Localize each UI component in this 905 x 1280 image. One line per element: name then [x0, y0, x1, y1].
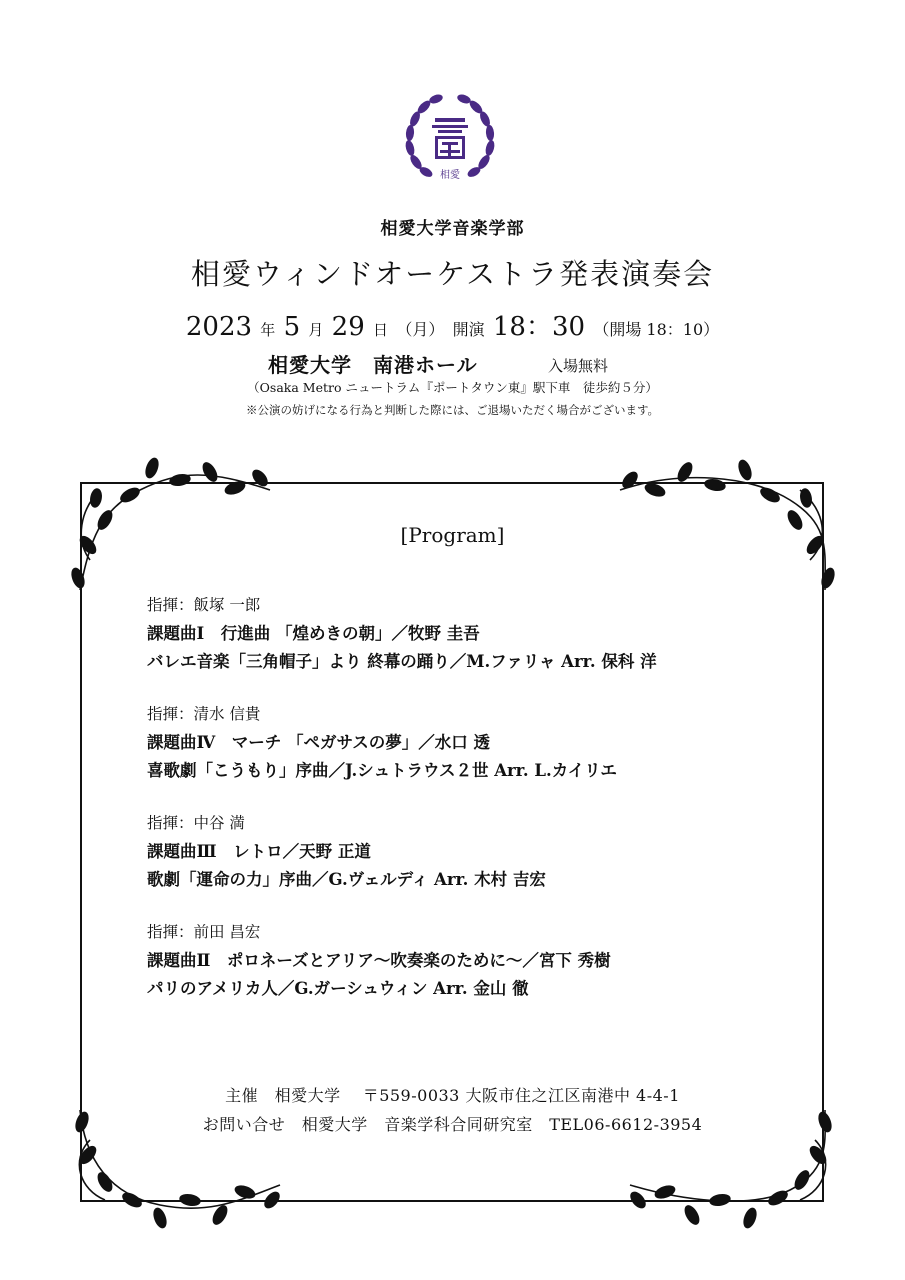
program-heading: [Program]	[400, 523, 505, 547]
notice: ※公演の妨げになる行為と判断した際には、ご退場いただく場合がございます。	[245, 403, 660, 417]
date-weekday: （月）	[396, 320, 445, 339]
piece-2-1: 課題曲Ⅳ マーチ 「ペガサスの夢」／水口 透	[147, 733, 491, 752]
piece-3-1: 課題曲Ⅲ レトロ／天野 正道	[147, 842, 371, 861]
organizer-dept: 相愛大学音楽学部	[380, 219, 525, 239]
conductor-2: 指揮：清水 信貴	[147, 705, 261, 723]
start-label: 開演	[452, 320, 485, 339]
piece-1-1: 課題曲Ⅰ 行進曲 「煌めきの朝」／牧野 圭吾	[147, 624, 480, 643]
date-line	[0, 306, 905, 343]
emblem-text: 相愛	[440, 170, 460, 181]
conductor-1: 指揮：飯塚 一郎	[147, 596, 261, 614]
access-info: （Osaka Metro ニュートラム『ポートタウン東』駅下車 徒歩約５分）	[247, 380, 658, 395]
date-year-unit: 年	[260, 321, 276, 339]
piece-1-2: バレエ音楽「三角帽子」より 終幕の踊り／M.ファリャ Arr. 保科 洋	[147, 652, 657, 671]
date-day: 29	[331, 312, 365, 342]
date-year: 2023	[185, 312, 253, 342]
start-time: 18：30	[492, 312, 586, 342]
venue-name: 相愛大学 南港ホール	[268, 353, 478, 377]
date-month-unit: 月	[308, 321, 324, 339]
university-emblem-icon	[402, 92, 498, 188]
admission-free: 入場無料	[548, 357, 609, 375]
date-day-unit: 日	[373, 321, 389, 339]
piece-2-2: 喜歌劇「こうもり」序曲／J.シュトラウス２世 Arr. L.カイリエ	[147, 761, 617, 780]
conductor-4: 指揮：前田 昌宏	[147, 923, 261, 941]
contact-info: お問い合せ 相愛大学 音楽学科合同研究室 TEL06-6612-3954	[202, 1115, 703, 1134]
host-info: 主催 相愛大学 〒559-0033 大阪市住之江区南港中 4-4-1	[225, 1086, 680, 1105]
date-month: 5	[283, 312, 301, 342]
piece-4-2: パリのアメリカ人／G.ガーシュウィン Arr. 金山 徹	[147, 979, 529, 998]
doors-time: （開場 18：10）	[593, 320, 720, 339]
piece-4-1: 課題曲Ⅱ ポロネーズとアリア～吹奏楽のために～／宮下 秀樹	[147, 951, 611, 970]
conductor-3: 指揮：中谷 満	[147, 814, 245, 832]
piece-3-2: 歌劇「運命の力」序曲／G.ヴェルディ Arr. 木村 吉宏	[147, 870, 546, 889]
page-title: 相愛ウィンドオーケストラ発表演奏会	[190, 257, 715, 291]
